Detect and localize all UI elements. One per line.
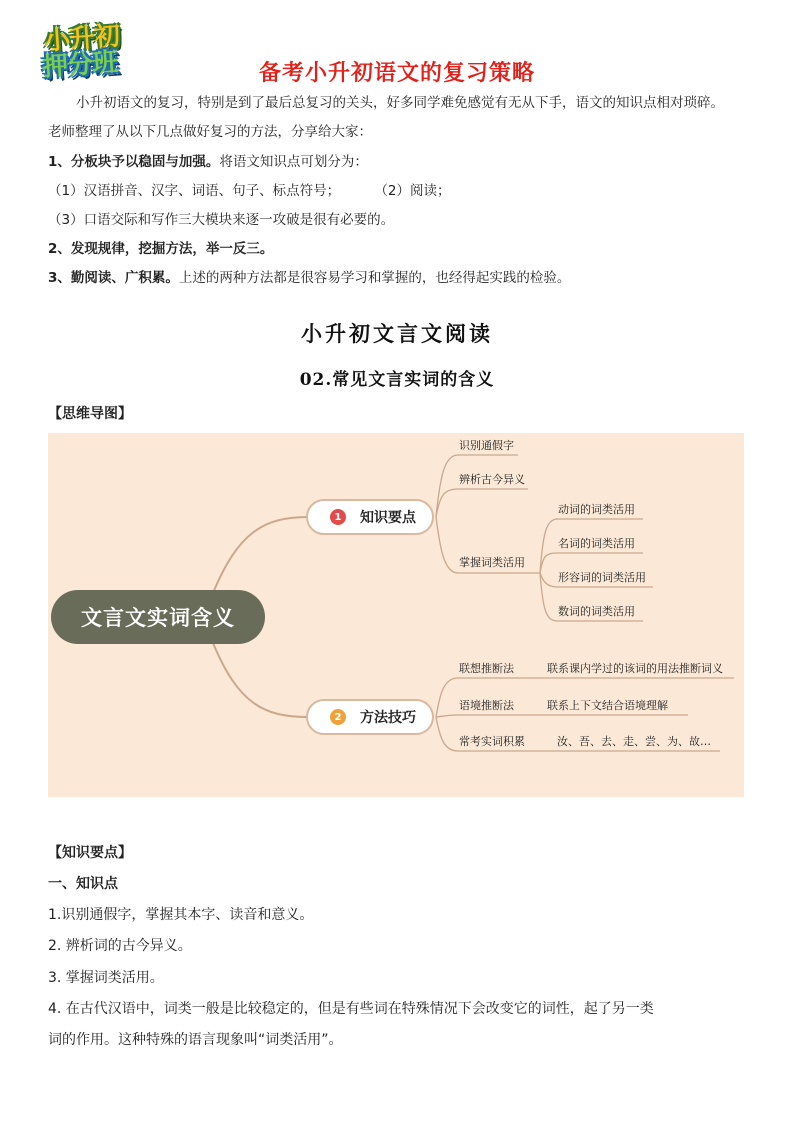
knowledge-heading: 一、知识点 xyxy=(48,876,118,892)
tip-2-bold: 2、发现规律，挖掘方法，举一反三。 xyxy=(48,241,274,257)
b2-item-3-desc: 汝、吾、去、走、尝、为、故… xyxy=(557,735,711,748)
tip-3 xyxy=(48,264,760,293)
tip-1 xyxy=(48,148,760,177)
knowledge-point-2: 2. 辨析词的古今异义。 xyxy=(48,938,192,954)
knowledge-point-4-cont: 词的作用。这种特殊的语言现象叫“词类活用”。 xyxy=(48,1032,343,1048)
tip-1-text: 将语文知识点可划分为： xyxy=(219,154,368,170)
b1-sub-1: 动词的词类活用 xyxy=(558,503,635,516)
b1-item-2: 辨析古今异义 xyxy=(459,473,525,486)
logo-line2: 押分班 xyxy=(41,47,119,83)
mindmap-root: 文言文实词含义 xyxy=(51,590,265,644)
intro-line1: 小升初语文的复习，特别是到了最后总复习的关头，好多同学难免感觉有无从下手，语文的知识点相对琐碎。 xyxy=(76,95,724,111)
mind-map xyxy=(48,433,744,797)
root-to-branch2-line xyxy=(213,643,308,717)
knowledge-point-3: 3. 掌握词类活用。 xyxy=(48,970,164,986)
tip-3-bold: 3、勤阅读、广积累。 xyxy=(48,270,179,286)
b2-item-3-name: 常考实词积累 xyxy=(459,735,525,748)
b2-item-2-desc: 联系上下文结合语境理解 xyxy=(547,699,668,712)
root-to-branch1-line xyxy=(213,517,308,593)
tip-1-sub1: （1）汉语拼音、汉字、词语、句子、标点符号； （2）阅读； xyxy=(48,183,451,199)
branch-knowledge-label: 知识要点 xyxy=(360,510,416,526)
b2-item2-line xyxy=(436,715,688,717)
badge-2-icon: 2 xyxy=(330,709,346,725)
b2-item-2-name: 语境推断法 xyxy=(459,699,514,712)
tip-2 xyxy=(48,235,760,264)
branch-methods xyxy=(306,699,434,735)
intro-line2: 老师整理了从以下几点做好复习的方法，分享给大家： xyxy=(48,124,372,140)
knowledge-label: 【知识要点】 xyxy=(48,845,132,861)
page-title: 备考小升初语文的复习策略 xyxy=(258,61,535,86)
b1-item2-line xyxy=(436,489,528,517)
branch-knowledge xyxy=(306,499,434,535)
b1-sub-4: 数词的词类活用 xyxy=(558,605,635,618)
badge-1-icon: 1 xyxy=(330,509,346,525)
tip-1-sub2: （3）口语交际和写作三大模块来逐一攻破是很有必要的。 xyxy=(48,212,395,228)
logo-line1: 小升初 xyxy=(43,21,121,57)
mindmap-label: 【思维导图】 xyxy=(48,406,132,422)
knowledge-point-1: 1.识别通假字，掌握其本字、读音和意义。 xyxy=(48,907,314,923)
tip-1-bold: 1、分板块予以稳固与加强。 xyxy=(48,154,220,170)
branch-methods-label: 方法技巧 xyxy=(360,710,416,726)
b2-item-1-name: 联想推断法 xyxy=(459,662,514,675)
b1-item-1: 识别通假字 xyxy=(459,439,514,452)
b2-item-1-desc: 联系课内学过的该词的用法推断词义 xyxy=(547,662,723,675)
b1-sub-2: 名词的词类活用 xyxy=(558,537,635,550)
section-subtitle: 02.常见文言实词的含义 xyxy=(299,370,495,390)
b1-sub-3: 形容词的词类活用 xyxy=(558,571,646,584)
section-title: 小升初文言文阅读 xyxy=(301,321,493,346)
tip-3-text: 上述的两种方法都是很容易学习和掌握的，也经得起实践的检验。 xyxy=(178,270,571,286)
knowledge-point-4: 4. 在古代汉语中，词类一般是比较稳定的，但是有些词在特殊情况下会改变它的词性，起了另一类 xyxy=(48,1001,654,1017)
b1-item-3: 掌握词类活用 xyxy=(459,556,525,569)
